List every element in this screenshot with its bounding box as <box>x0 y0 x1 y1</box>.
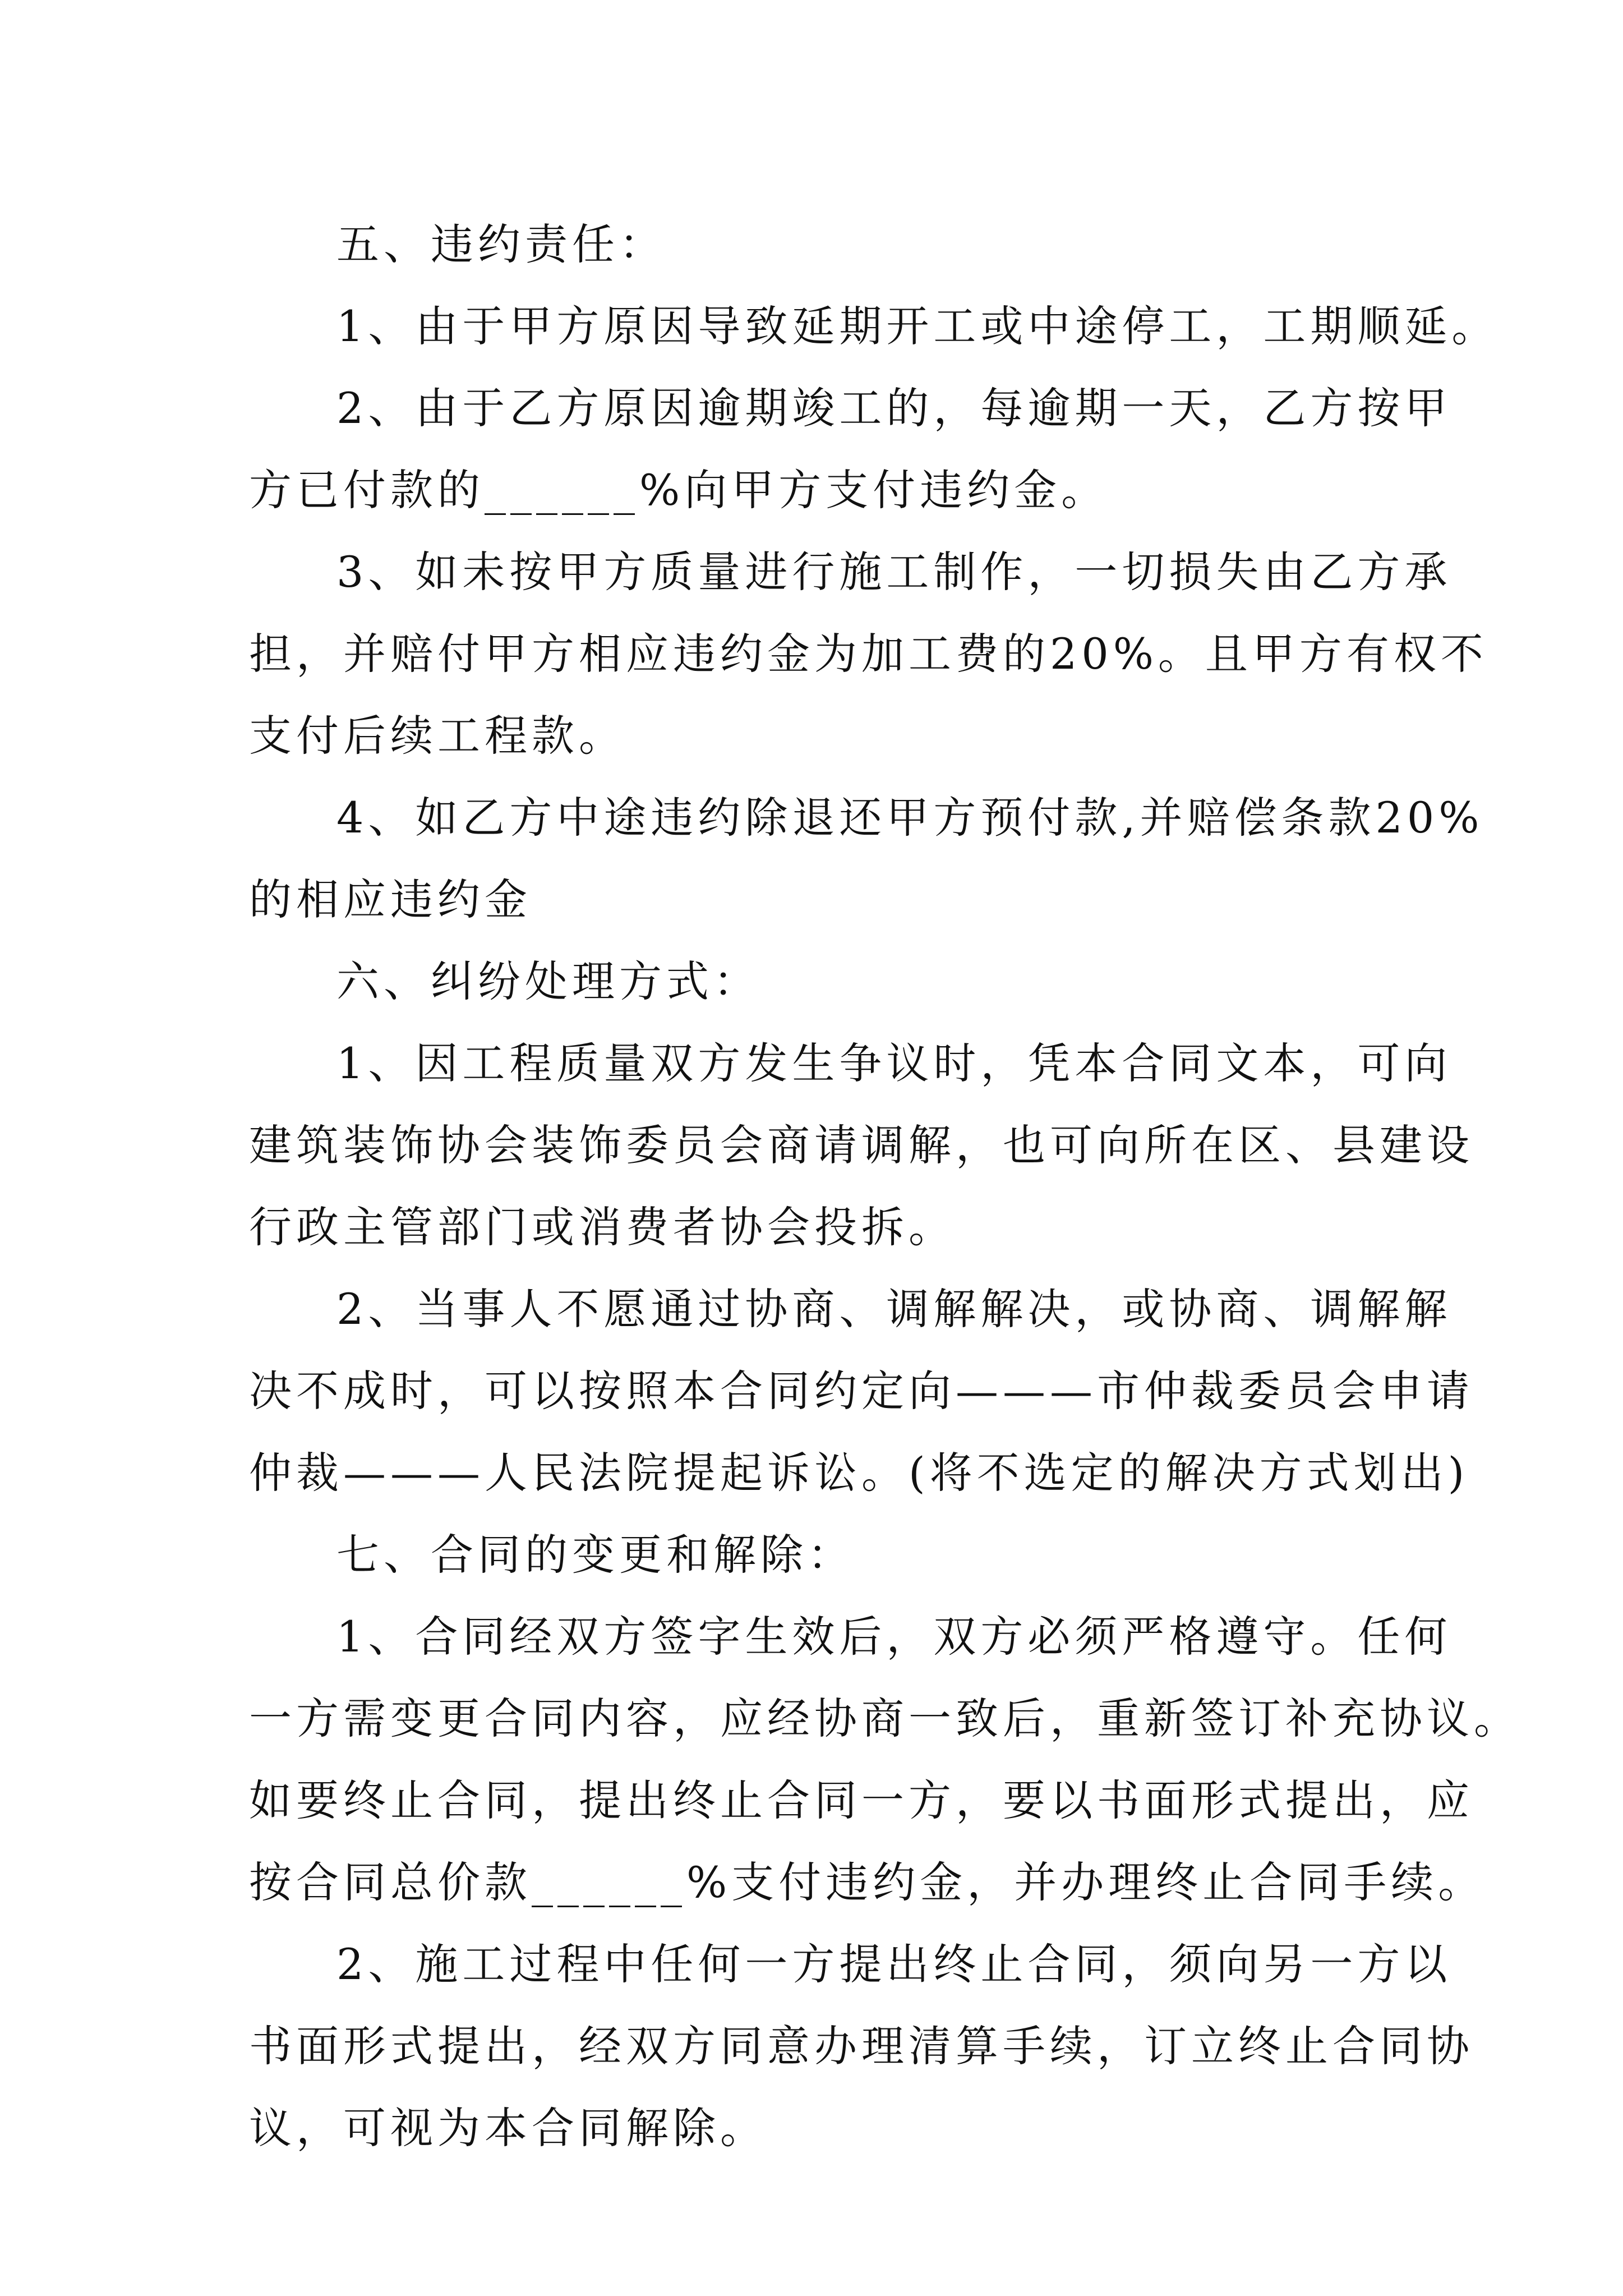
paragraph-line: 支付后续工程款。 <box>249 711 626 761</box>
paragraph-line: 如要终止合同，提出终止合同一方，要以书面形式提出，应 <box>249 1775 1474 1825</box>
paragraph-line: 4、如乙方中途违约除退还甲方预付款,并赔偿条款20% <box>336 793 1484 843</box>
paragraph-line: 一方需变更合同内容，应经协商一致后，重新签订补充协议。 <box>249 1694 1521 1743</box>
section-heading-breach-liability: 五、违约责任： <box>336 219 666 269</box>
paragraph-line: 1、由于甲方原因导致延期开工或中途停工，工期顺延。 <box>336 301 1499 351</box>
section-heading-dispute-resolution: 六、纠纷处理方式： <box>336 956 760 1006</box>
paragraph-line: 2、施工过程中任何一方提出终止合同，须向另一方以 <box>336 1939 1452 1989</box>
paragraph-line: 1、因工程质量双方发生争议时，凭本合同文本，可向 <box>336 1038 1452 1088</box>
paragraph-line: 2、由于乙方原因逾期竣工的，每逾期一天，乙方按甲 <box>336 383 1452 433</box>
paragraph-line: 书面形式提出，经双方同意办理清算手续，订立终止合同协 <box>249 2021 1474 2071</box>
paragraph-line: 3、如未按甲方质量进行施工制作，一切损失由乙方承 <box>336 547 1452 597</box>
paragraph-line: 的相应违约金 <box>249 875 532 924</box>
paragraph-line: 仲裁———人民法院提起诉讼。(将不选定的解决方式划出) <box>249 1448 1469 1498</box>
paragraph-line: 决不成时，可以按照本合同约定向———市仲裁委员会申请 <box>249 1366 1474 1416</box>
paragraph-line: 按合同总价款______%支付违约金，并办理终止合同手续。 <box>249 1857 1486 1907</box>
paragraph-line: 行政主管部门或消费者协会投拆。 <box>249 1202 956 1252</box>
paragraph-line: 担，并赔付甲方相应违约金为加工费的20%。且甲方有权不 <box>249 629 1488 679</box>
paragraph-line: 1、合同经双方签字生效后，双方必须严格遵守。任何 <box>336 1612 1452 1662</box>
paragraph-line: 2、当事人不愿通过协商、调解解决，或协商、调解解 <box>336 1284 1452 1334</box>
paragraph-line: 方已付款的______%向甲方支付违约金。 <box>249 465 1109 515</box>
paragraph-line: 议，可视为本合同解除。 <box>249 2103 767 2153</box>
section-heading-contract-change: 七、合同的变更和解除： <box>336 1530 855 1580</box>
paragraph-line: 建筑装饰协会装饰委员会商请调解，也可向所在区、县建设 <box>249 1120 1474 1170</box>
